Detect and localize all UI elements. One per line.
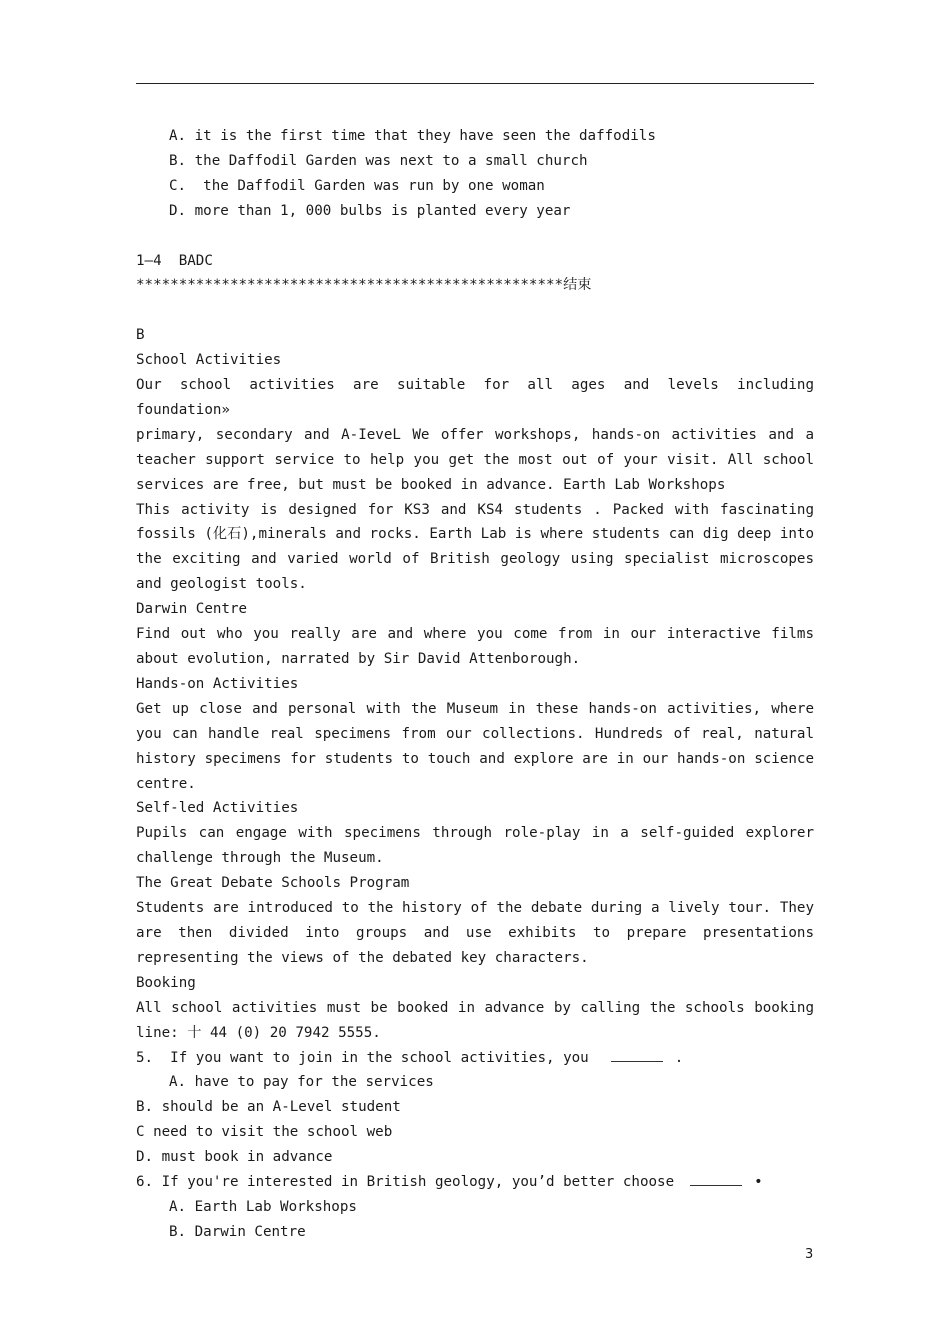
q4-option-d: D. more than 1, 000 bulbs is planted every year bbox=[169, 202, 571, 219]
darwin-line: Find out who you really are and where you come from in our interactive films bbox=[136, 626, 814, 643]
handson-heading: Hands-on Activities bbox=[136, 675, 299, 692]
q5-option-d: D. must book in advance bbox=[136, 1149, 333, 1166]
q6-stem-end: • bbox=[754, 1174, 763, 1191]
darwin-line: about evolution, narrated by Sir David Attenborough. bbox=[136, 651, 581, 667]
section-label: B bbox=[136, 327, 145, 344]
selfled-line: Pupils can engage with specimens through role-play in a self-guided explorer bbox=[136, 825, 814, 842]
booking-heading: Booking bbox=[136, 974, 196, 991]
selfled-line: challenge through the Museum. bbox=[136, 850, 384, 867]
debate-line: are then divided into groups and use exhibits to prepare presentations bbox=[136, 924, 814, 941]
q6-option-b: B. Darwin Centre bbox=[169, 1223, 306, 1240]
intro-line: Our school activities are suitable for all ages and levels including foundation» bbox=[136, 377, 814, 418]
debate-heading: The Great Debate Schools Program bbox=[136, 875, 410, 892]
intro-line: primary, secondary and A-IeveL We offer workshops, hands-on activities and a bbox=[136, 426, 814, 443]
handson-line: history specimens for students to touch and explore are in our hands-on science bbox=[136, 750, 814, 767]
q4-option-b: B. the Daffodil Garden was next to a small church bbox=[169, 152, 588, 169]
intro-line: services are free, but must be booked in advance. Earth Lab Workshops bbox=[136, 476, 726, 493]
q5-stem bbox=[136, 1046, 814, 1071]
earth-lab-line: the exciting and varied world of British geology using specialist microscopes bbox=[136, 551, 814, 568]
passage-title: School Activities bbox=[136, 352, 282, 369]
q5-option-b: B. should be an A-Level student bbox=[136, 1099, 401, 1116]
q6-stem-text: 6. If you're interested in British geology, you’d better choose bbox=[136, 1174, 675, 1191]
earth-lab-line: and geologist tools. bbox=[136, 576, 307, 593]
earth-lab-line: fossils (化石),minerals and rocks. Earth Lab is where students can dig deep into bbox=[136, 526, 814, 543]
header-rule bbox=[136, 83, 814, 84]
intro-line: teacher support service to help you get the most out of your visit. All school bbox=[136, 451, 814, 468]
q4-option-c: C. the Daffodil Garden was run by one woman bbox=[169, 177, 545, 194]
handson-line: Get up close and personal with the Museum in these hands-on activities, where bbox=[136, 700, 814, 717]
answer-blank bbox=[690, 1171, 742, 1186]
darwin-heading: Darwin Centre bbox=[136, 601, 248, 618]
page-number: 3 bbox=[805, 1247, 814, 1262]
handson-line: you can handle real specimens from our collections. Hundreds of real, natural bbox=[136, 725, 814, 742]
q6-stem bbox=[136, 1170, 814, 1195]
booking-line: line: 十 44 (0) 20 7942 5555. bbox=[136, 1024, 381, 1041]
debate-line: Students are introduced to the history of the debate during a lively tour. They bbox=[136, 900, 814, 917]
booking-line: All school activities must be booked in advance by calling the schools booking bbox=[136, 999, 814, 1016]
answer-key-1-4: 1—4 BADC bbox=[136, 252, 213, 269]
q6-option-a: A. Earth Lab Workshops bbox=[169, 1198, 357, 1215]
selfled-heading: Self-led Activities bbox=[136, 800, 299, 817]
q4-option-a: A. it is the first time that they have seen the daffodils bbox=[169, 128, 656, 144]
page-content bbox=[136, 124, 814, 1245]
earth-lab-line: This activity is designed for KS3 and KS4 students . Packed with fascinating bbox=[136, 501, 814, 518]
q5-option-c: C need to visit the school web bbox=[136, 1124, 393, 1141]
q5-stem-end: . bbox=[674, 1049, 684, 1066]
answer-blank bbox=[611, 1047, 663, 1062]
debate-line: representing the views of the debated key characters. bbox=[136, 949, 589, 966]
handson-line: centre. bbox=[136, 775, 196, 792]
q5-stem-text: 5. If you want to join in the school activities, you bbox=[136, 1049, 589, 1066]
q5-option-a: A. have to pay for the services bbox=[169, 1074, 434, 1091]
end-marker: **************************************************结束 bbox=[136, 277, 592, 294]
